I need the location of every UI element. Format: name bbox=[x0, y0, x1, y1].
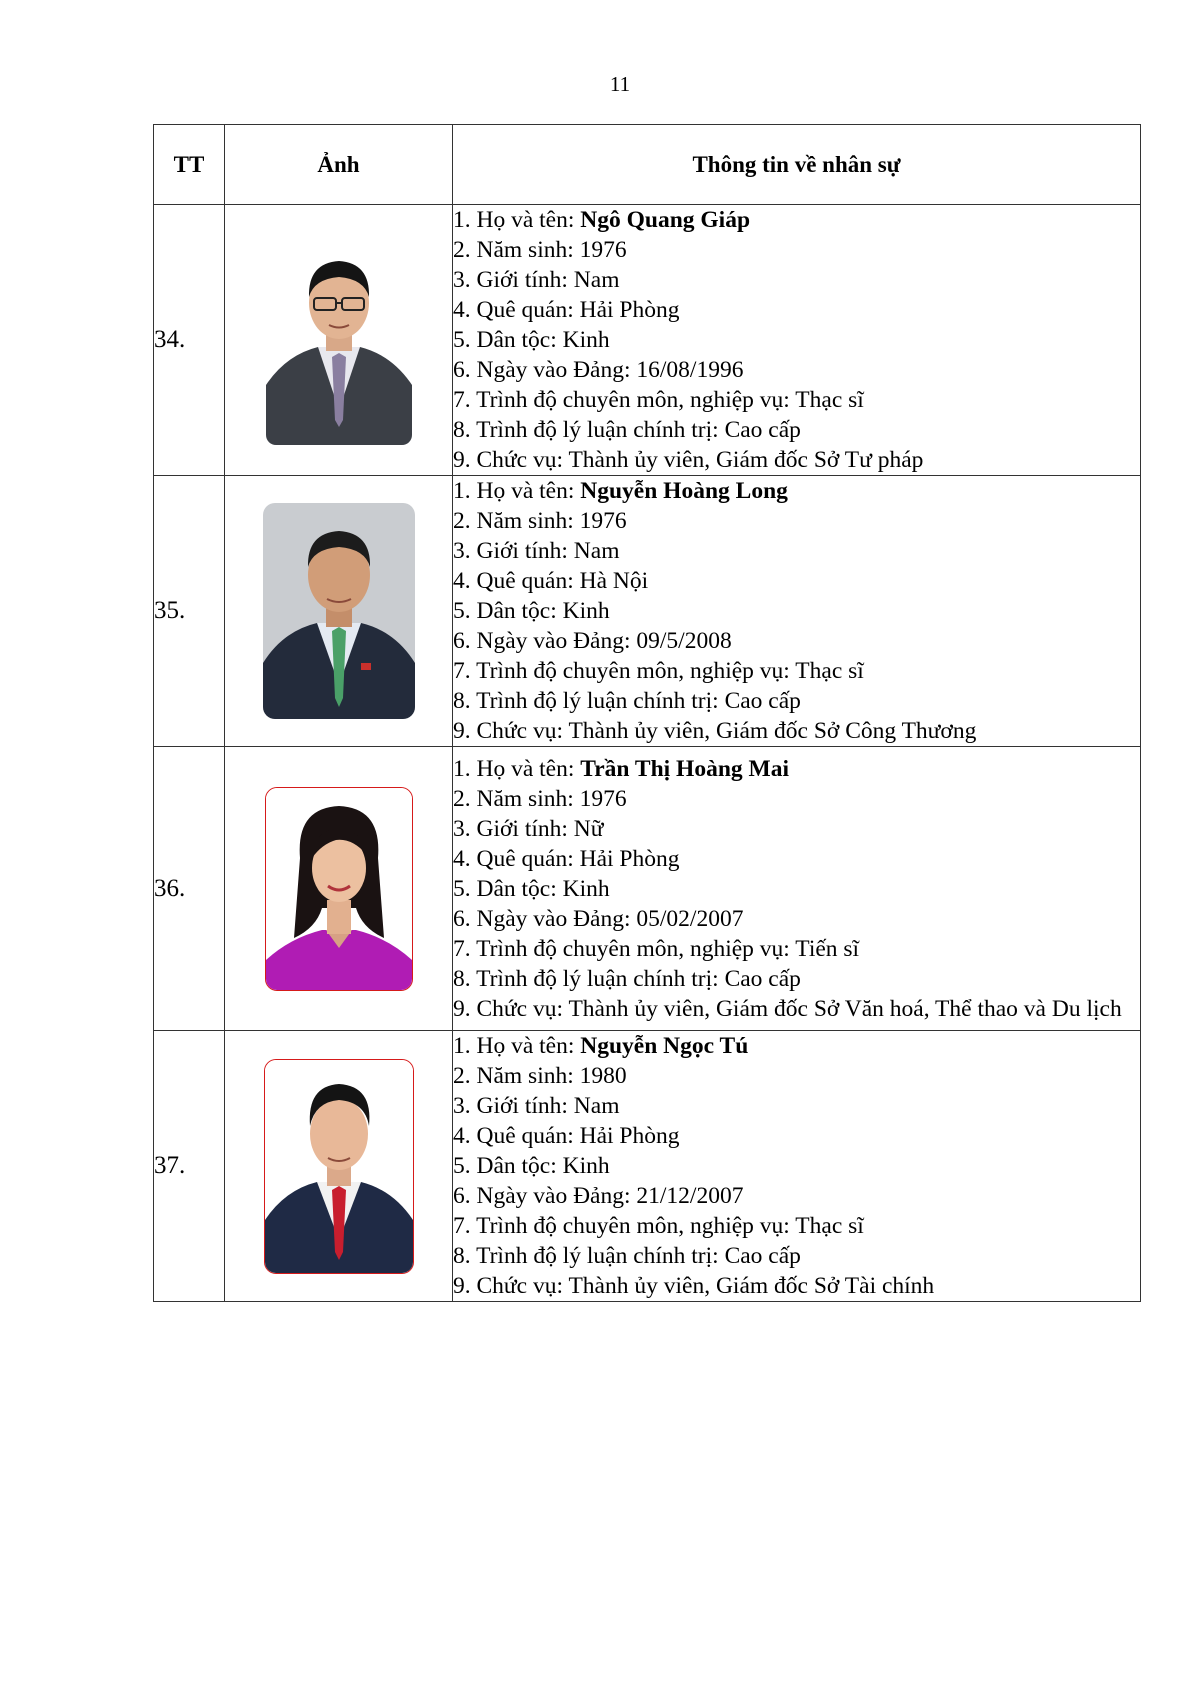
info-line-name: 1. Họ và tên: Ngô Quang Giáp bbox=[453, 207, 751, 233]
person-name: Ngô Quang Giáp bbox=[580, 207, 751, 233]
info-line: 3. Giới tính: Nam bbox=[453, 538, 620, 564]
person-name: Trần Thị Hoàng Mai bbox=[580, 755, 789, 782]
info-line: 8. Trình độ lý luận chính trị: Cao cấp bbox=[453, 417, 801, 443]
photo-cell bbox=[225, 747, 453, 1031]
portrait-man-red-tie-photo bbox=[264, 1059, 414, 1274]
info-line: 7. Trình độ chuyên môn, nghiệp vụ: Tiến sĩ bbox=[453, 935, 860, 962]
info-line: 8. Trình độ lý luận chính trị: Cao cấp bbox=[453, 688, 801, 714]
info-line: 3. Giới tính: Nam bbox=[453, 1093, 620, 1119]
info-line: 2. Năm sinh: 1976 bbox=[453, 237, 627, 263]
header-info: Thông tin về nhân sự bbox=[453, 125, 1141, 205]
info-line: 2. Năm sinh: 1976 bbox=[453, 508, 627, 534]
info-line: 3. Giới tính: Nữ bbox=[453, 815, 604, 842]
info-line: 4. Quê quán: Hải Phòng bbox=[453, 297, 680, 323]
info-line: 7. Trình độ chuyên môn, nghiệp vụ: Thạc sĩ bbox=[453, 387, 864, 413]
table-row bbox=[154, 205, 1141, 476]
photo-cell bbox=[225, 205, 453, 476]
info-line: 7. Trình độ chuyên môn, nghiệp vụ: Thạc sĩ bbox=[453, 658, 864, 684]
info-line: 4. Quê quán: Hải Phòng bbox=[453, 1123, 680, 1149]
info-line: 8. Trình độ lý luận chính trị: Cao cấp bbox=[453, 1243, 801, 1269]
row-number: 34. bbox=[154, 205, 225, 476]
info-line-name: 1. Họ và tên: Trần Thị Hoàng Mai bbox=[453, 755, 789, 782]
info-line: 4. Quê quán: Hà Nội bbox=[453, 568, 649, 594]
info-cell bbox=[453, 1031, 1141, 1302]
info-line: 5. Dân tộc: Kinh bbox=[453, 1153, 610, 1179]
info-line: 2. Năm sinh: 1976 bbox=[453, 785, 627, 812]
info-line: 9. Chức vụ: Thành ủy viên, Giám đốc Sở Tư pháp bbox=[453, 447, 924, 473]
info-line: 2. Năm sinh: 1980 bbox=[453, 1063, 627, 1089]
table-row bbox=[154, 747, 1141, 1031]
info-line-name: 1. Họ và tên: Nguyễn Ngọc Tú bbox=[453, 1033, 749, 1059]
portrait-man-green-tie-photo bbox=[263, 503, 415, 719]
page-number: 11 bbox=[609, 72, 631, 96]
info-line: 9. Chức vụ: Thành ủy viên, Giám đốc Sở Công Thương bbox=[453, 718, 977, 744]
info-line: 9. Chức vụ: Thành ủy viên, Giám đốc Sở Tài chính bbox=[453, 1273, 935, 1299]
table-row bbox=[154, 1031, 1141, 1302]
info-cell bbox=[453, 205, 1141, 476]
portrait-man-glasses-photo bbox=[266, 235, 412, 445]
info-cell bbox=[453, 747, 1141, 1031]
info-line: 6. Ngày vào Đảng: 09/5/2008 bbox=[453, 628, 732, 654]
info-line: 5. Dân tộc: Kinh bbox=[453, 875, 610, 902]
info-line: 5. Dân tộc: Kinh bbox=[453, 327, 610, 353]
photo-cell bbox=[225, 1031, 453, 1302]
info-line: 9. Chức vụ: Thành ủy viên, Giám đốc Sở Văn hoá, Thể thao và Du lịch bbox=[453, 995, 1122, 1022]
info-line-name: 1. Họ và tên: Nguyễn Hoàng Long bbox=[453, 478, 788, 504]
header-tt: TT bbox=[154, 125, 225, 205]
photo-cell bbox=[225, 476, 453, 747]
info-line: 4. Quê quán: Hải Phòng bbox=[453, 845, 680, 872]
info-line: 5. Dân tộc: Kinh bbox=[453, 598, 610, 624]
row-number: 36. bbox=[154, 747, 225, 1031]
info-line: 6. Ngày vào Đảng: 16/08/1996 bbox=[453, 357, 744, 383]
row-number: 35. bbox=[154, 476, 225, 747]
person-name: Nguyễn Ngọc Tú bbox=[580, 1033, 749, 1059]
table-header-row bbox=[154, 125, 1141, 205]
table-row bbox=[154, 476, 1141, 747]
person-name: Nguyễn Hoàng Long bbox=[580, 478, 788, 504]
row-number: 37. bbox=[154, 1031, 225, 1302]
info-line: 6. Ngày vào Đảng: 05/02/2007 bbox=[453, 905, 744, 932]
info-line: 3. Giới tính: Nam bbox=[453, 267, 620, 293]
info-line: 7. Trình độ chuyên môn, nghiệp vụ: Thạc sĩ bbox=[453, 1213, 864, 1239]
info-cell bbox=[453, 476, 1141, 747]
info-line: 8. Trình độ lý luận chính trị: Cao cấp bbox=[453, 965, 801, 992]
personnel-table bbox=[153, 124, 1141, 1302]
info-line: 6. Ngày vào Đảng: 21/12/2007 bbox=[453, 1183, 744, 1209]
portrait-woman-purple-ao-dai-photo bbox=[265, 787, 413, 991]
header-photo: Ảnh bbox=[225, 125, 453, 205]
